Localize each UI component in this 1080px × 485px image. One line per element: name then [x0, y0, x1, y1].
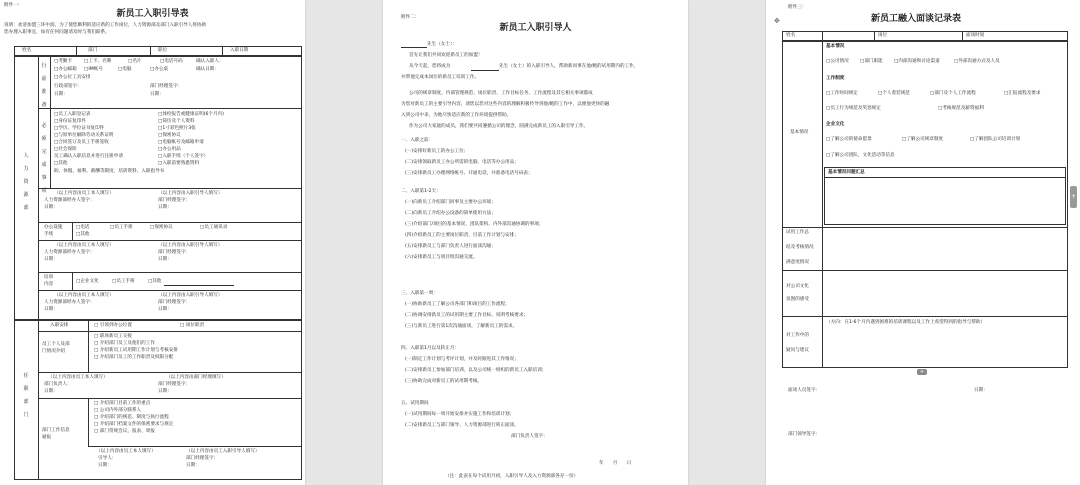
section-1-item-2: (二)安排领取新员工办公所需的电脑、电话等办公用品； [405, 160, 519, 165]
para-2-mid: 先生（女士）的入职引导人，帮助新同事在他/她的试用期内的工作， [499, 64, 639, 69]
row3-label-2: 氛围的感受 [786, 297, 809, 302]
section-2-item-3: (三)介绍部门/项目的基本情况、团队架构、内外部沟通协调的事项； [405, 222, 544, 227]
dept-section-label: 任职部门 [23, 373, 29, 418]
row4-label-1: 对工作中的 [786, 333, 809, 338]
header-position-label: 职位 [158, 48, 168, 53]
basic-row-label: 基本情况 [790, 130, 809, 135]
day1-item-l1: □员工入职登记表 [54, 112, 91, 117]
dept-info-item-1: □ 介绍部门目前工作的重点 [94, 401, 151, 406]
para-3-line-2: 为您对新员工的主要引导内容，请您以您对这些内容的理解积极传导到他/她的工作中，以便他更快的融 [401, 102, 610, 107]
dept-info-label-1: 部门工作信息 [42, 428, 70, 433]
section-4-item-2: (二)安排新员工参加部门培训，以及公司统一组织的新员工入职培训； [405, 368, 547, 373]
day1-item-l8: □其他 [54, 161, 68, 166]
header-name-label: 姓名 [786, 33, 796, 38]
attachment-label: 附件二： [401, 15, 420, 20]
cat2-item-2: □个人着装规范 [878, 91, 910, 96]
day1-item-r2: □简历及个人资料 [158, 119, 195, 124]
pre-item-b1: □办公邮箱 [54, 67, 77, 72]
dept-arrange-item-2: □ 岗位职责 [180, 323, 205, 328]
para-3-line-3: 入到公司中来，为他尽快适应新的工作环境提供帮助。 [401, 113, 512, 118]
sig-b-manager: 部门经理签字： [158, 198, 191, 203]
page-guide-letter [383, 0, 688, 485]
dept-intro-item-1: □ 职场新员工交接 [94, 334, 132, 339]
pre-sign-date-2: 日期： [150, 92, 164, 97]
cat3-item-4: □了解公司团队，文化活动等信息 [826, 153, 895, 158]
dept-intro-label-2: 门情况介绍 [42, 349, 65, 354]
office-item-4: □员工通讯录 [200, 225, 228, 230]
cat2-item-1: □工作时间规定 [826, 91, 858, 96]
header-name-label: 姓名 [22, 48, 32, 53]
section-4-item-3: (三)协助完成对新员工的试用期考核。 [405, 379, 483, 384]
para-4: 作为公司大家庭的成员，我们要共同遵循公司的理念，圆满完成新员工的入职引导工作。 [409, 124, 589, 129]
sig-d-date-1: 日期： [44, 307, 58, 312]
sig-e-right-note: （以上内容由部门经理填写） [166, 375, 226, 380]
sig-f-manager: 部门经理签字： [186, 456, 219, 461]
sig-e-left-note: （以上内容由员工本人填写） [48, 375, 108, 380]
section-3-item-2: (二)协调安排新员工的试用期主要工作目标、说明考核要求； [405, 313, 529, 318]
table-add-row-icon[interactable]: + [917, 369, 927, 375]
sig-c-left-note: （以上内容由员工本人填写） [54, 243, 114, 248]
section-5-heading: 五、试用期间 [401, 401, 429, 406]
cat1-item-2: □部门职能 [860, 59, 883, 64]
cat2-heading: 工作制度 [826, 76, 845, 81]
row2-label-2: 结及考核情况 [786, 245, 814, 250]
sig-c-date-2: 日期： [158, 257, 172, 262]
sig-b-left-note: （以上内容由员工本人填写） [54, 191, 114, 196]
culture-label-2: 内容 [44, 282, 54, 287]
sig-f-date-2: 日期： [186, 463, 200, 468]
culture-item-1: □企业文化 [76, 279, 99, 284]
sig-e-head: 部门负责人： [44, 382, 72, 387]
table-add-column-handle[interactable]: + [1070, 186, 1077, 208]
sign-interviewer-date: 日期： [974, 388, 988, 393]
sig-f-date-1: 日期： [98, 463, 112, 468]
cat3-heading: 企业文化 [826, 122, 845, 127]
intro-line-1: 说明：欢迎加盟三环中润，为了使您顺利的适应新的工作岗位，人力资源部及部门入职引导人将协助 [4, 23, 207, 28]
footnote: （注：此表在每个试用月初，入职引导人及入力资源部各存一份） [445, 474, 579, 479]
sig-c-date-1: 日期： [44, 257, 58, 262]
culture-item-2: □员工手册 [112, 279, 135, 284]
cat1-heading: 基本情况 [826, 44, 845, 49]
cat1-item-4: □外部沟通方式及人员 [954, 59, 1000, 64]
page-interview-record [766, 0, 1080, 485]
section-4-item-1: (一)制定工作计划与考评计划，并及时跟进其工作情况； [405, 357, 519, 362]
cat2-item-3: □部门及个人工作流程 [930, 91, 976, 96]
office-label-2: 手续 [44, 232, 54, 237]
row3-label-1: 对公司文化 [786, 284, 809, 289]
pre-sign-date-1: 日期： [54, 92, 68, 97]
dept-intro-item-2: □ 介绍部门员工及他们的工作 [94, 341, 155, 346]
section-1-item-3: (三)安排新员工办理网络帐号、开通电话，并准备电话号码表； [405, 171, 533, 176]
row2-label-3: 满意度情况 [786, 260, 809, 265]
day1-item-r3: □1寸彩色照片3张 [158, 126, 196, 131]
cat1-item-3: □内部沟通和讨论渠道 [894, 59, 940, 64]
day1-item-l6: □社会保险 [54, 147, 77, 152]
page-title: 新员工入职引导表 [116, 9, 189, 19]
sign-dept-leader: 部门领导签字： [788, 432, 821, 437]
day1-item-l5: □合同签订及员工手册签收 [54, 140, 109, 145]
pre-item-c: □办公位工具安排 [54, 75, 91, 80]
para-2-start: 从今天起，您将成为 [409, 64, 451, 69]
sig-d-right-note: （以上内容由入职引导人填写） [158, 293, 223, 298]
section-5-item-2: (二)安排新员工与部门领导、人力资源部进行转正面谈。 [405, 423, 519, 428]
day1-item-r6: □办公用品 [158, 147, 181, 152]
day1-item-l7: 员工确认入职信息并进行注册申请 [54, 154, 123, 159]
sig-b-hr: 人力资源部经办人签字： [44, 198, 95, 203]
para-2-end: 并帮他完成本岗位的新员工培训工作。 [401, 75, 480, 80]
day1-item-r1: □体检报告或健康证明(6个月内) [158, 112, 224, 117]
day1-item-l3: □学历、学位证书复印件 [54, 126, 105, 131]
page-title: 新员工入职引导人 [499, 23, 572, 33]
sig-b-date-1: 日期： [44, 205, 58, 210]
cat2-item-4: □汇报流程及要求 [1004, 91, 1041, 96]
problem-summary-label: 基本情况问题汇总 [828, 170, 865, 175]
culture-item-3: □其他 [148, 279, 162, 284]
dept-info-item-3: □ 介绍部门的规范、制度与执行流程 [94, 415, 169, 420]
pre-item-a3: □名片 [128, 59, 142, 64]
header-date-label: 入职日期 [230, 48, 249, 53]
page-title: 新员工融入面谈记录表 [870, 14, 961, 24]
sig-d-left-note: （以上内容由员工本人填写） [54, 293, 114, 298]
pre-sign-manager: 部门经理签字： [150, 84, 183, 89]
pre-item-a1: □考勤卡 [54, 59, 73, 64]
pre-confirm-person: 确认入职人： [196, 59, 224, 64]
sig-d-manager: 部门经理签字： [158, 300, 191, 305]
cat2-item-5: □员工行为规范及奖惩规定 [826, 106, 881, 111]
section-2-item-5: (五)安排新员工与部门负责人进行面谈沟通； [405, 244, 496, 249]
cat2-item-6: □考核规范及薪资福利 [938, 106, 984, 111]
sig-c-right-note: （以上内容由入职引导人填写） [158, 243, 223, 248]
day1-item-r4: □保密协议 [158, 133, 181, 138]
day1-item-r5: □电脑帐号及邮箱申请 [158, 140, 204, 145]
day1-item-r7: □入职手续（个人签字） [158, 154, 209, 159]
para-welcome: 首先让我们共同欢迎新员工的加盟！ [409, 53, 483, 58]
section-2-heading: 二、入职第1-2天： [401, 189, 441, 194]
header-time-label: 面谈时间 [966, 33, 985, 38]
office-item-1: □电话 [76, 225, 90, 230]
section-3-item-1: (一)协助新员工了解公司各部门和项目的工作流程； [405, 302, 510, 307]
row4-label-2: 疑问与建议 [786, 348, 809, 353]
dept-info-item-4: □ 介绍部门档案文件的保密要求与规定 [94, 422, 174, 427]
pre-item-a2: □工卡、名牌 [84, 59, 112, 64]
day1-item-l2: □身份证复印件 [54, 119, 86, 124]
pre-arrival-label: 行前准备 [41, 63, 47, 108]
sig-e-date-1: 日期： [44, 389, 58, 394]
pre-item-b3: □电脑 [118, 67, 132, 72]
section-2-item-4: (四)介绍新员工的主要岗位职责、目前工作计划与安排； [405, 233, 519, 238]
table-move-icon[interactable]: ✥ [774, 17, 780, 25]
section-1-heading: 一、入职之前： [401, 138, 434, 143]
header-dept-label: 部门 [88, 48, 98, 53]
office-item-2: □员工手册 [110, 225, 133, 230]
dept-info-label-2: 通报 [42, 435, 52, 440]
culture-label-1: 培训 [44, 275, 54, 280]
dept-info-item-5: □ 部门常规会议、报表、周报 [94, 429, 155, 434]
section-2-item-1: (一)向新员工介绍部门同事及主要办公环境； [405, 200, 496, 205]
pre-item-b4: □办公桌 [150, 67, 169, 72]
sig-e-date-2: 日期： [158, 389, 172, 394]
sig-f-guide: 引导人： [98, 456, 117, 461]
sig-e-manager: 部门经理签字： [158, 382, 191, 387]
section-3-item-3: (三)与新员工进行第1次沟通面谈，了解新员工的需求。 [405, 324, 518, 329]
cat3-item-2: □了解公司规章制度 [902, 137, 944, 142]
pre-item-a4: □电话号码 [160, 59, 183, 64]
para-3-line-1: 公司的规章制度、内部管理规范、岗位职责、工作目标任务、工作流程及其它相关事项都成 [409, 91, 593, 96]
greeting: 先生（女士）： [427, 42, 457, 47]
sig-d-date-2: 日期： [158, 307, 172, 312]
cat3-item-1: □了解公司的使命愿景 [826, 137, 872, 142]
pre-confirm-date: 确认日期： [196, 67, 219, 72]
intro-line-2: 您办理入职事宜，如有任何问题请及时与我们联系。 [4, 30, 110, 35]
sig-f-left-note: （以上内容由员工本人填写） [96, 449, 156, 454]
hr-section-label: 人力资源部 [23, 153, 29, 211]
sig-c-manager: 部门经理签字： [158, 250, 191, 255]
pre-item-b2: □IM帐号 [84, 67, 103, 72]
dept-arrange-item-1: □ 引领到办公位置 [94, 323, 132, 328]
section-1-item-1: (一)安排好新员工的办公工位； [405, 149, 469, 154]
dept-info-item-2: □ 公司内外部分联系人 [94, 408, 142, 413]
sig-d-hr: 人力资源部经办人签字： [44, 300, 95, 305]
office-label-1: 办公设施 [44, 225, 63, 230]
section-3-heading: 三、入职第一周： [401, 291, 438, 296]
section-2-item-2: (二)向新员工介绍办公设备的简单使用方法； [405, 211, 496, 216]
day1-required-label: 必须完成事项 [41, 123, 47, 194]
sign-date: 年 月 日 [599, 461, 632, 466]
dept-intro-label-1: 员工个人及部 [42, 342, 70, 347]
section-5-item-1: (一)试用期间每一周开始安排并实施工作和培训计划； [405, 412, 515, 417]
cat3-item-3: □了解团队公司培训计划 [970, 137, 1021, 142]
sig-b-right-note: （以上内容由入职引导人填写） [158, 191, 223, 196]
dept-intro-item-4: □ 介绍部门员工的工作职责及权限分配 [94, 355, 174, 360]
sig-b-date-2: 日期： [158, 205, 172, 210]
sig-c-hr: 人力资源部经办人签字： [44, 250, 95, 255]
attachment-label: 附件一: [4, 3, 20, 8]
sig-f-right-note: （以上内容由员工入职引导人填写） [186, 449, 260, 454]
section-4-heading: 四、入职第1月以及转正月： [401, 346, 460, 351]
sign-interviewer: 面谈人员签字： [788, 388, 821, 393]
day1-item-l4: □与原单位解除劳动关系证明 [54, 133, 114, 138]
dept-arrange-label: 入职安排 [50, 323, 69, 328]
row4-note: （方向：在1-6个月内遇到困难的培训课程以及工作上希望得到的指导与帮助） [826, 320, 986, 325]
day1-item-r8: □入职前要熟悉资料 [158, 161, 200, 166]
attachment-label: 附件三： [788, 5, 807, 10]
row2-label-1: 试用工作总 [786, 230, 809, 235]
header-row [782, 31, 1068, 41]
office-item-3: □保密协议 [150, 225, 173, 230]
cat1-item-1: □公司情况 [826, 59, 849, 64]
sign-dept-head: 部门负责人签字： [511, 434, 548, 439]
dept-intro-item-3: □ 介绍新员工试用期工作计划与考核安排 [94, 348, 178, 353]
page-guide-form [0, 0, 305, 485]
section-2-item-6: (六)安排新员工与项目组沟通交流。 [405, 255, 478, 260]
office-item-other: □其他 [76, 232, 90, 237]
header-post-label: 岗位 [878, 33, 888, 38]
day1-note: 助、休假、福利、薪酬等制度、培训资料、入职指导书 [54, 169, 165, 174]
pre-sign-admin: 行政部签字： [54, 84, 82, 89]
